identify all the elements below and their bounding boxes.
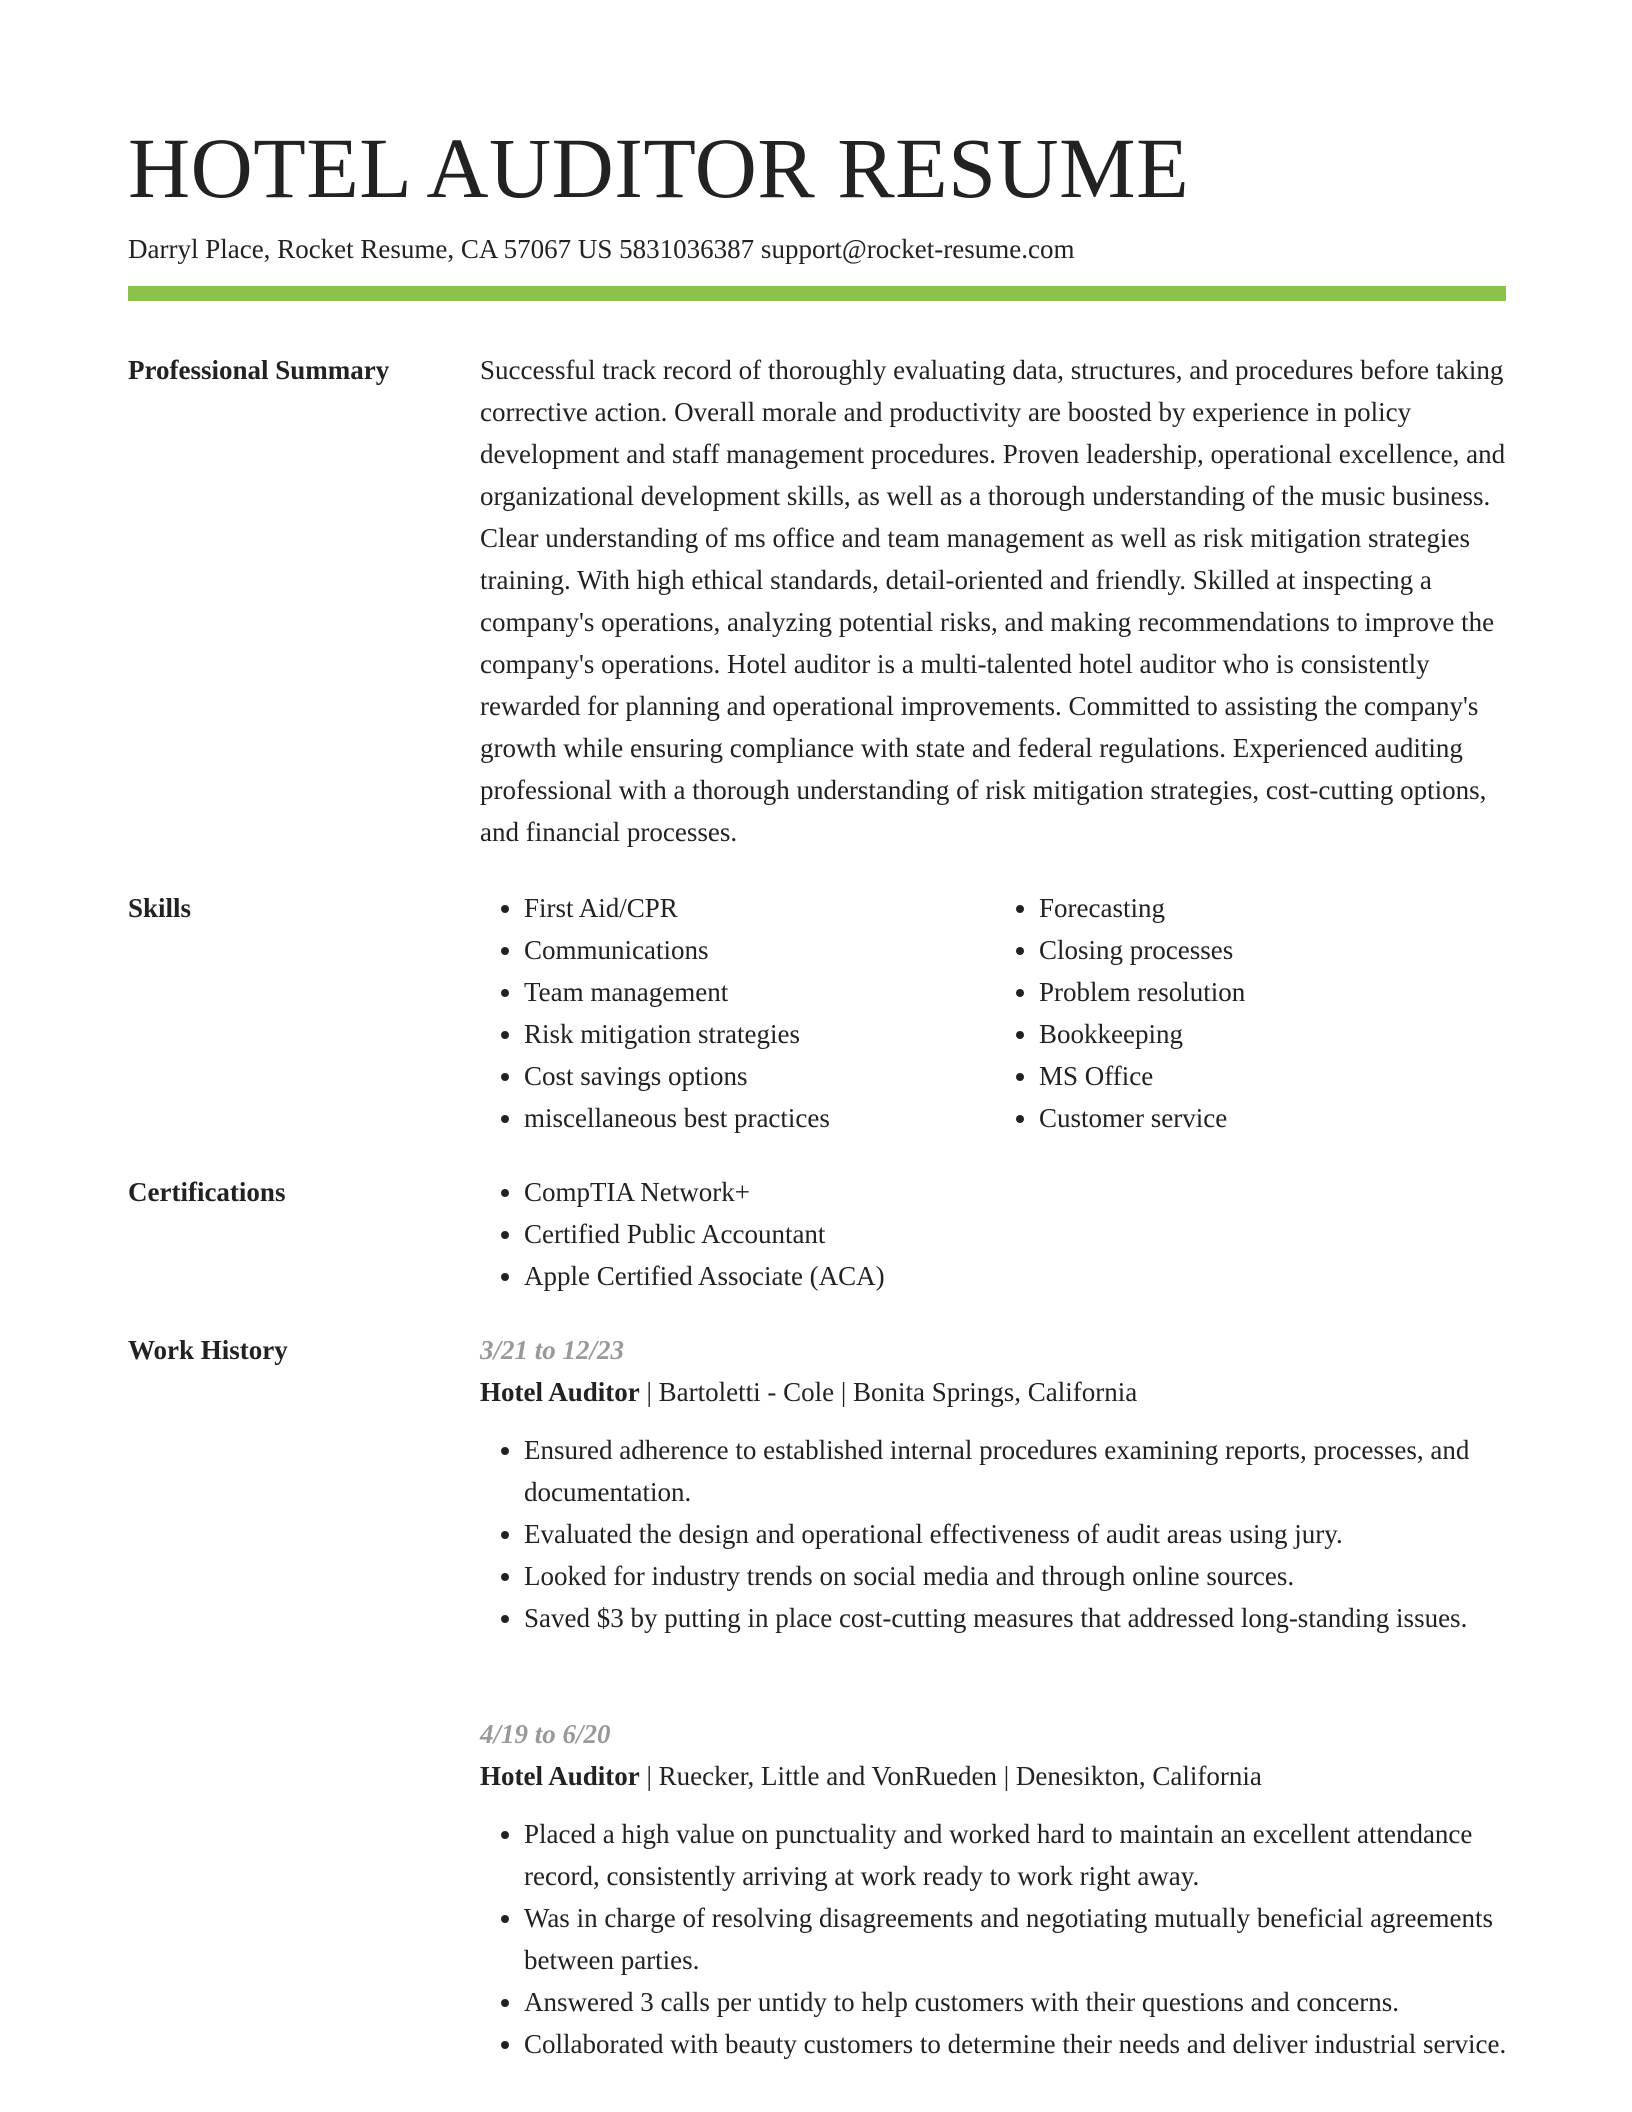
contact-line: Darryl Place, Rocket Resume, CA 57067 US 5831036387 support@rocket-resume.com xyxy=(128,234,1075,264)
skills-list-right xyxy=(995,887,1510,1139)
list-item: • Certified Public Accountant xyxy=(524,1213,1510,1255)
list-item: • Communications xyxy=(524,929,995,971)
certifications-label: Certifications xyxy=(128,1177,286,1207)
list-item: • CompTIA Network+ xyxy=(524,1171,1510,1213)
job-dates: 4/19 to 6/20 xyxy=(480,1719,611,1749)
work-history-label: Work History xyxy=(128,1335,288,1365)
list-item: • Forecasting xyxy=(1039,887,1510,929)
list-item: • Ensured adherence to established internal procedures examining reports, processes, and documentation. xyxy=(524,1429,1510,1513)
list-item: • Bookkeeping xyxy=(1039,1013,1510,1055)
list-item: • miscellaneous best practices xyxy=(524,1097,995,1139)
list-item: • Answered 3 calls per untidy to help customers with their questions and concerns. xyxy=(524,1981,1510,2023)
accent-divider xyxy=(128,286,1506,301)
list-item: • Evaluated the design and operational effectiveness of audit areas using jury. xyxy=(524,1513,1510,1555)
list-item: • Saved $3 by putting in place cost-cutting measures that addressed long-standing issues. xyxy=(524,1597,1510,1639)
job-bullets xyxy=(480,1813,1510,2065)
list-item: • Was in charge of resolving disagreements and negotiating mutually beneficial agreements between parties. xyxy=(524,1897,1510,1981)
certifications-list xyxy=(480,1171,1510,1297)
list-item: • Placed a high value on punctuality and worked hard to maintain an excellent attendance record, consistently arriving at work ready to work right away. xyxy=(524,1813,1510,1897)
skills-list-left xyxy=(480,887,995,1139)
list-item: • First Aid/CPR xyxy=(524,887,995,929)
list-item: • Problem resolution xyxy=(1039,971,1510,1013)
list-item: • Customer service xyxy=(1039,1097,1510,1139)
list-item: • Collaborated with beauty customers to determine their needs and deliver industrial service. xyxy=(524,2023,1510,2065)
list-item: • Apple Certified Associate (ACA) xyxy=(524,1255,1510,1297)
job-heading xyxy=(480,1755,1510,1797)
certifications-body xyxy=(480,1171,1510,1297)
resume-title: HOTEL AUDITOR RESUME xyxy=(128,120,1190,216)
summary-label: Professional Summary xyxy=(128,355,390,385)
skills-label: Skills xyxy=(128,893,192,923)
list-item: • Cost savings options xyxy=(524,1055,995,1097)
job-heading xyxy=(480,1371,1510,1413)
list-item: • MS Office xyxy=(1039,1055,1510,1097)
job-entry xyxy=(480,1713,1510,2065)
list-item: • Looked for industry trends on social media and through online sources. xyxy=(524,1555,1510,1597)
list-item: • Team management xyxy=(524,971,995,1013)
job-dates: 3/21 to 12/23 xyxy=(480,1335,625,1365)
summary-body xyxy=(480,349,1510,853)
skills-body xyxy=(480,887,1510,1139)
summary-text: Successful track record of thoroughly evaluating data, structures, and procedures before taking corrective action. Overall morale and productivity are boosted by experience in policy development and staff management procedures. Proven leadership, operational excellence, and organizational development skills, as well as a thorough understanding of the music business. Clear understanding of ms office and team management as well as risk mitigation strategies training. With high ethical standards, detail-oriented and friendly. Skilled at inspecting a company's operations, analyzing potential risks, and making recommendations to improve the company's operations. Hotel auditor is a multi-talented hotel auditor who is consistently rewarded for planning and operational improvements. Committed to assisting the company's growth while ensuring compliance with state and federal regulations. Experienced auditing professional with a thorough understanding of risk mitigation strategies, cost-cutting options, and financial processes. xyxy=(480,355,1506,847)
job-title: Hotel Auditor xyxy=(480,1761,640,1791)
job-details: | Ruecker, Little and VonRueden | Denesikton, California xyxy=(639,1761,1262,1791)
job-title: Hotel Auditor xyxy=(480,1377,640,1407)
job-details: | Bartoletti - Cole | Bonita Springs, California xyxy=(639,1377,1138,1407)
job-entry xyxy=(480,1329,1510,1639)
list-item: • Risk mitigation strategies xyxy=(524,1013,995,1055)
list-item: • Closing processes xyxy=(1039,929,1510,971)
job-bullets xyxy=(480,1429,1510,1639)
